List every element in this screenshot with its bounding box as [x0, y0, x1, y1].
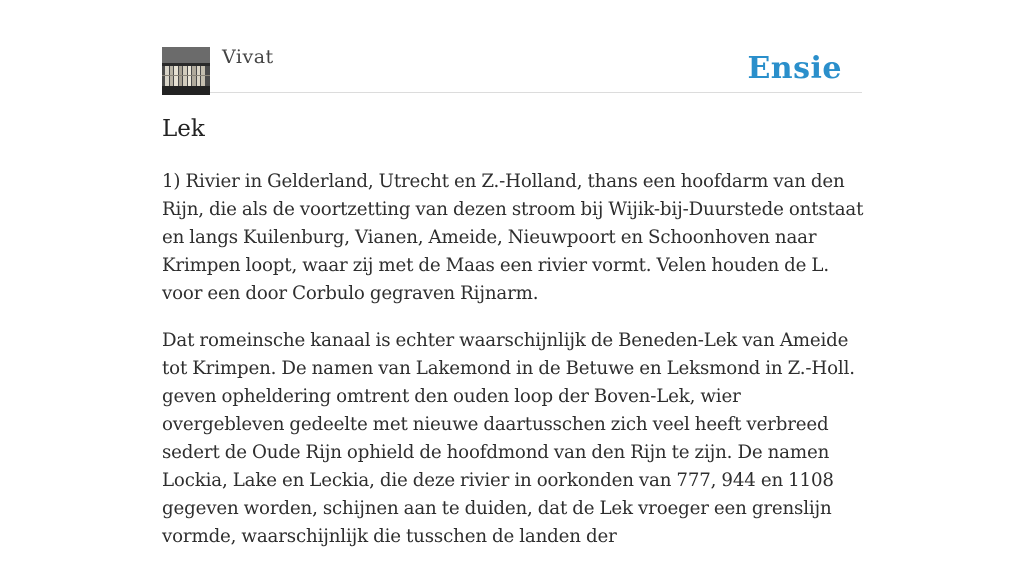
article-title: Lek [162, 116, 205, 142]
page [162, 0, 864, 547]
book-spines-avatar-icon[interactable] [162, 47, 210, 95]
paragraph: Dat romeinsche kanaal is echter waarschijnlijk de Beneden-Lek van Ameide tot Krimpen. De namen van Lakemond in de Betuwe en Leksmond in Z.-Holl. geven opheldering omtrent den ouden loop der Boven-Lek, wier overgebleven gedeelte met nieuwe daartusschen zich veel heeft verbreed sedert de Oude Rijn ophield de hoofdmond van den Rijn te zijn. De namen Lockia, Lake en Leckia, die deze rivier in oorkonden van 777, 944 en 1108 gegeven worden, schijnen aan te duiden, dat de Lek vroeger een grenslijn vormde, waarschijnlijk die tusschen de landen der [162, 330, 855, 547]
site-logo[interactable]: Ensie [747, 51, 842, 86]
author-name[interactable]: Vivat [222, 46, 274, 68]
paragraph: 1) Rivier in Gelderland, Utrecht en Z.-Holland, thans een hoofdarm van den Rijn, die als de voortzetting van dezen stroom bij Wijik-bij-Duurstede ontstaat en langs Kuilenburg, Vianen, Ameide, Nieuwpoort en Schoonhoven naar Krimpen loopt, waar zij met de Maas een rivier vormt. Velen houden de L. voor een door Corbulo gegraven Rijnarm. [162, 171, 864, 304]
article-body [162, 168, 864, 570]
header [162, 0, 862, 93]
